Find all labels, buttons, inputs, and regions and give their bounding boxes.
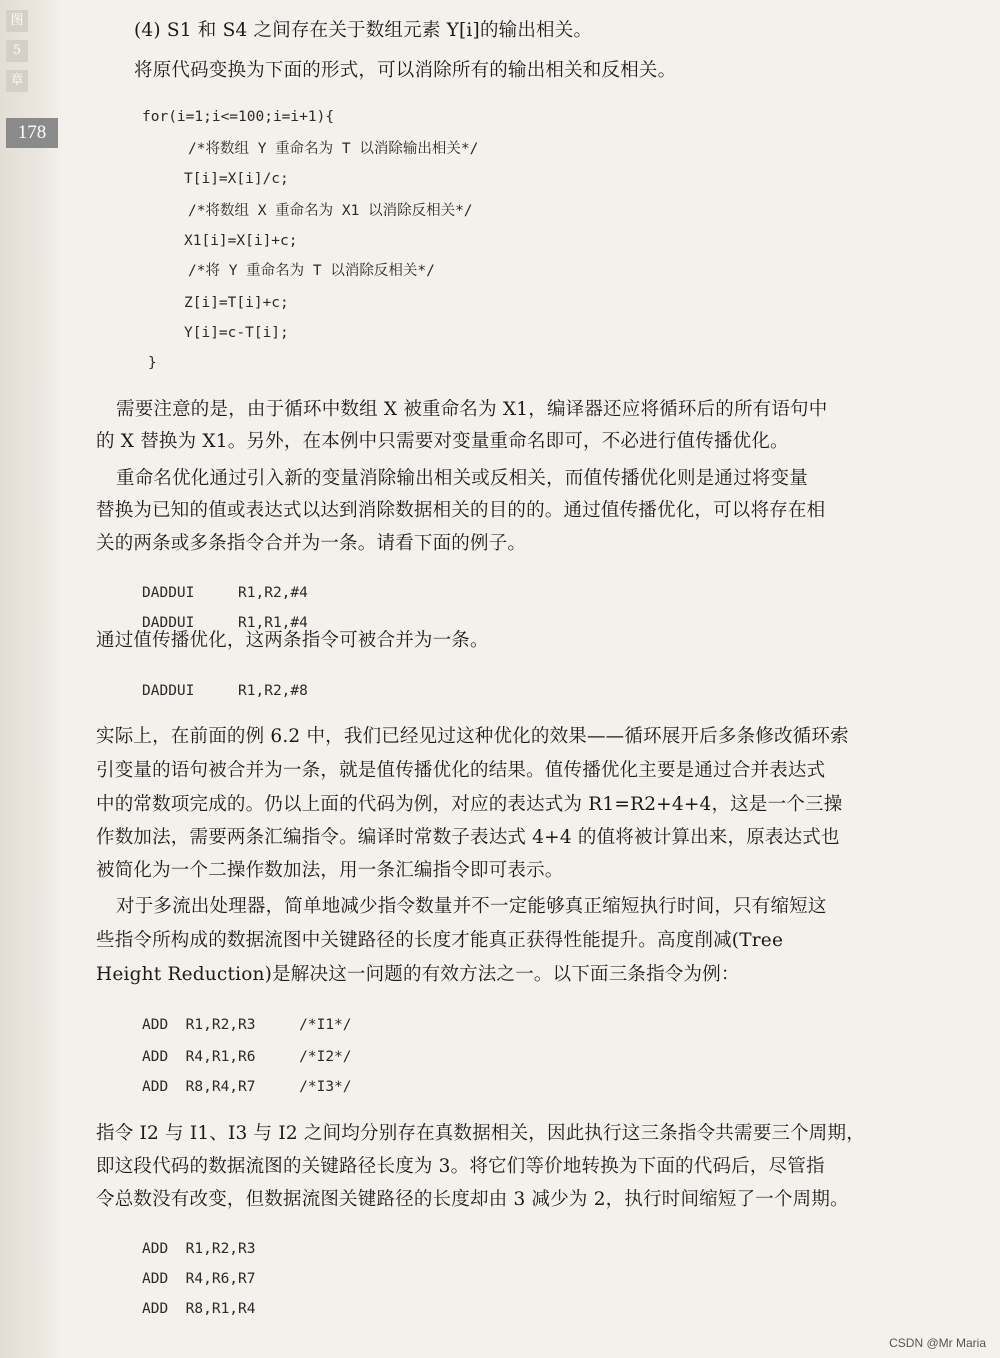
code-line: for(i=1;i<=100;i=i+1){ (142, 109, 335, 125)
code-line: ADD R8,R1,R4 (142, 1301, 256, 1317)
code-line: DADDUI R1,R2,#4 (142, 585, 308, 601)
code-line: T[i]=X[i]/c; (184, 171, 289, 187)
code-line: ADD R4,R1,R6 /*I2*/ (142, 1049, 352, 1065)
code-line: Y[i]=c-T[i]; (184, 325, 289, 341)
page-number: 178 (6, 118, 58, 148)
paragraph-line: 重命名优化通过引入新的变量消除输出相关或反相关，而值传播优化则是通过将变量 (116, 468, 808, 489)
code-line: ADD R4,R6,R7 (142, 1271, 256, 1287)
paragraph-line: 指令 I2 与 I1、I3 与 I2 之间均分别存在真数据相关，因此执行这三条指令共需要三个周期， (96, 1123, 865, 1144)
sidebar-tab: 5 (6, 40, 28, 62)
code-line: X1[i]=X[i]+c; (184, 233, 298, 249)
paragraph-line: 关的两条或多条指令合并为一条。请看下面的例子。 (96, 533, 527, 554)
sidebar-tab: 图 (6, 10, 28, 32)
code-line: Z[i]=T[i]+c; (184, 295, 289, 311)
code-line: DADDUI R1,R1,#4 (142, 615, 308, 631)
paragraph-line: 将原代码变换为下面的形式，可以消除所有的输出相关和反相关。 (134, 60, 677, 81)
code-line: DADDUI R1,R2,#8 (142, 683, 308, 699)
paragraph-line: 对于多流出处理器，简单地减少指令数量并不一定能够真正缩短执行时间，只有缩短这 (116, 896, 827, 917)
page-margin-sidebar (0, 0, 62, 1358)
watermark-text: CSDN @Mr Maria (889, 1336, 986, 1350)
paragraph-line: 通过值传播优化，这两条指令可被合并为一条。 (96, 630, 489, 651)
paragraph-line: 些指令所构成的数据流图中关键路径的长度才能真正获得性能提升。高度削减(Tree (96, 930, 784, 951)
paragraph-line: (4) S1 和 S4 之间存在关于数组元素 Y[i]的输出相关。 (134, 20, 593, 41)
paragraph-line: 实际上，在前面的例 6.2 中，我们已经见过这种优化的效果——循环展开后多条修改循环索 (96, 726, 849, 747)
paragraph-line: 的 X 替换为 X1。另外，在本例中只需要对变量重命名即可，不必进行值传播优化。 (96, 431, 789, 452)
paragraph-line: 作数加法，需要两条汇编指令。编译时常数子表达式 4+4 的值将被计算出来，原表达式也 (96, 827, 840, 848)
code-comment: /*将 Y 重命名为 T 以消除反相关*/ (188, 263, 435, 279)
paragraph-line: Height Reduction)是解决这一问题的有效方法之一。以下面三条指令为例： (96, 964, 740, 985)
code-line: ADD R1,R2,R3 (142, 1241, 256, 1257)
sidebar-tab: 章 (6, 70, 28, 92)
paragraph-line: 中的常数项完成的。仍以上面的代码为例，对应的表达式为 R1=R2+4+4，这是一个三操 (96, 794, 843, 815)
code-line: ADD R1,R2,R3 /*I1*/ (142, 1017, 352, 1033)
paragraph-line: 被简化为一个二操作数加法，用一条汇编指令即可表示。 (96, 860, 564, 881)
code-line: ADD R8,R4,R7 /*I3*/ (142, 1079, 352, 1095)
code-comment: /*将数组 X 重命名为 X1 以消除反相关*/ (188, 203, 473, 219)
code-comment: /*将数组 Y 重命名为 T 以消除输出相关*/ (188, 141, 479, 157)
paragraph-line: 即这段代码的数据流图的关键路径长度为 3。将它们等价地转换为下面的代码后，尽管指 (96, 1156, 825, 1177)
code-line: } (148, 355, 157, 371)
paragraph-line: 引变量的语句被合并为一条，就是值传播优化的结果。值传播优化主要是通过合并表达式 (96, 760, 826, 781)
paragraph-line: 替换为已知的值或表达式以达到消除数据相关的目的的。通过值传播优化，可以将存在相 (96, 500, 826, 521)
paragraph-line: 令总数没有改变，但数据流图关键路径的长度却由 3 减少为 2，执行时间缩短了一个周期。 (96, 1189, 849, 1210)
paragraph-line: 需要注意的是，由于循环中数组 X 被重命名为 X1，编译器还应将循环后的所有语句中 (116, 399, 828, 420)
